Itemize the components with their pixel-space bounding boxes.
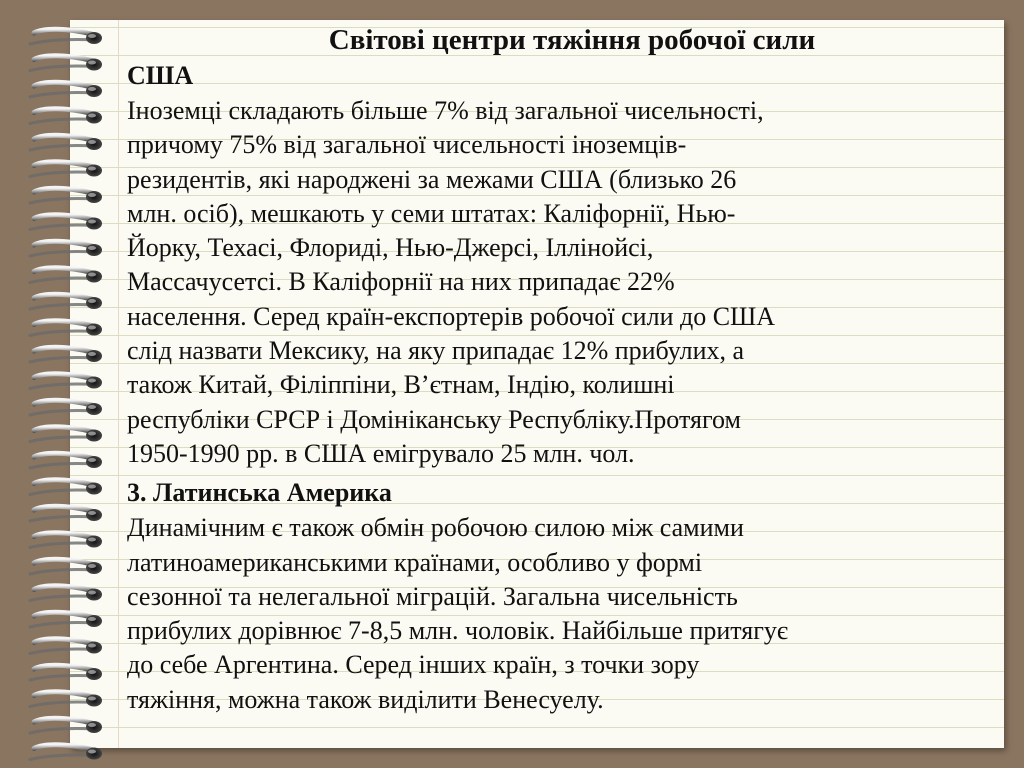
text-line: Динамічним є також обмін робочою силою між самими <box>127 513 744 543</box>
text-line: до себе Аргентина. Серед інших країн, з точки зору <box>127 650 700 680</box>
page-title: Світові центри тяжіння робочої сили <box>328 24 816 56</box>
text-line: 1950-1990 рр. в США емігрувало 25 млн. чол. <box>127 438 635 468</box>
text-line: Іноземці складають більше 7% від загальної чисельності, <box>127 96 764 125</box>
spiral-binding-icon <box>0 0 120 768</box>
section-text-usa <box>127 94 997 471</box>
text-line: також Китай, Філіппіни, В’єтнам, Індію, колишні <box>127 370 675 400</box>
text-line: прибулих дорівнює 7-8,5 млн. чоловік. Найбільше притягує <box>127 616 789 646</box>
section-heading-latin-america: 3. Латинська Америка <box>127 478 392 508</box>
section-heading-usa: США <box>127 61 194 90</box>
text-line: резидентів, які народжені за межами США (близько 26 <box>127 164 737 194</box>
slide-content <box>127 22 997 721</box>
text-line: тяжіння, можна також виділити Венесуелу. <box>127 684 604 714</box>
text-line: млн. осіб), мешкають у семи штатах: Каліфорнії, Нью- <box>127 198 736 228</box>
text-line: причому 75% від загальної чисельності іноземців- <box>127 130 687 160</box>
text-line: сезонної та нелегальної міграцій. Загальна чисельність <box>127 581 738 611</box>
text-line: Массачусетсі. В Каліфорнії на них припадає 22% <box>127 267 675 297</box>
text-line: республіки СРСР і Домініканську Республіку.Протягом <box>127 404 741 434</box>
section-text-latin-america <box>127 511 997 717</box>
text-line: населення. Серед країн-експортерів робочої сили до США <box>127 301 776 331</box>
text-line: латиноамериканськими країнами, особливо у формі <box>127 547 703 577</box>
text-line: слід назвати Мексику, на яку припадає 12% прибулих, а <box>127 336 745 366</box>
text-line: Йорку, Техасі, Флориді, Нью-Джерсі, Іллінойсі, <box>127 233 654 263</box>
